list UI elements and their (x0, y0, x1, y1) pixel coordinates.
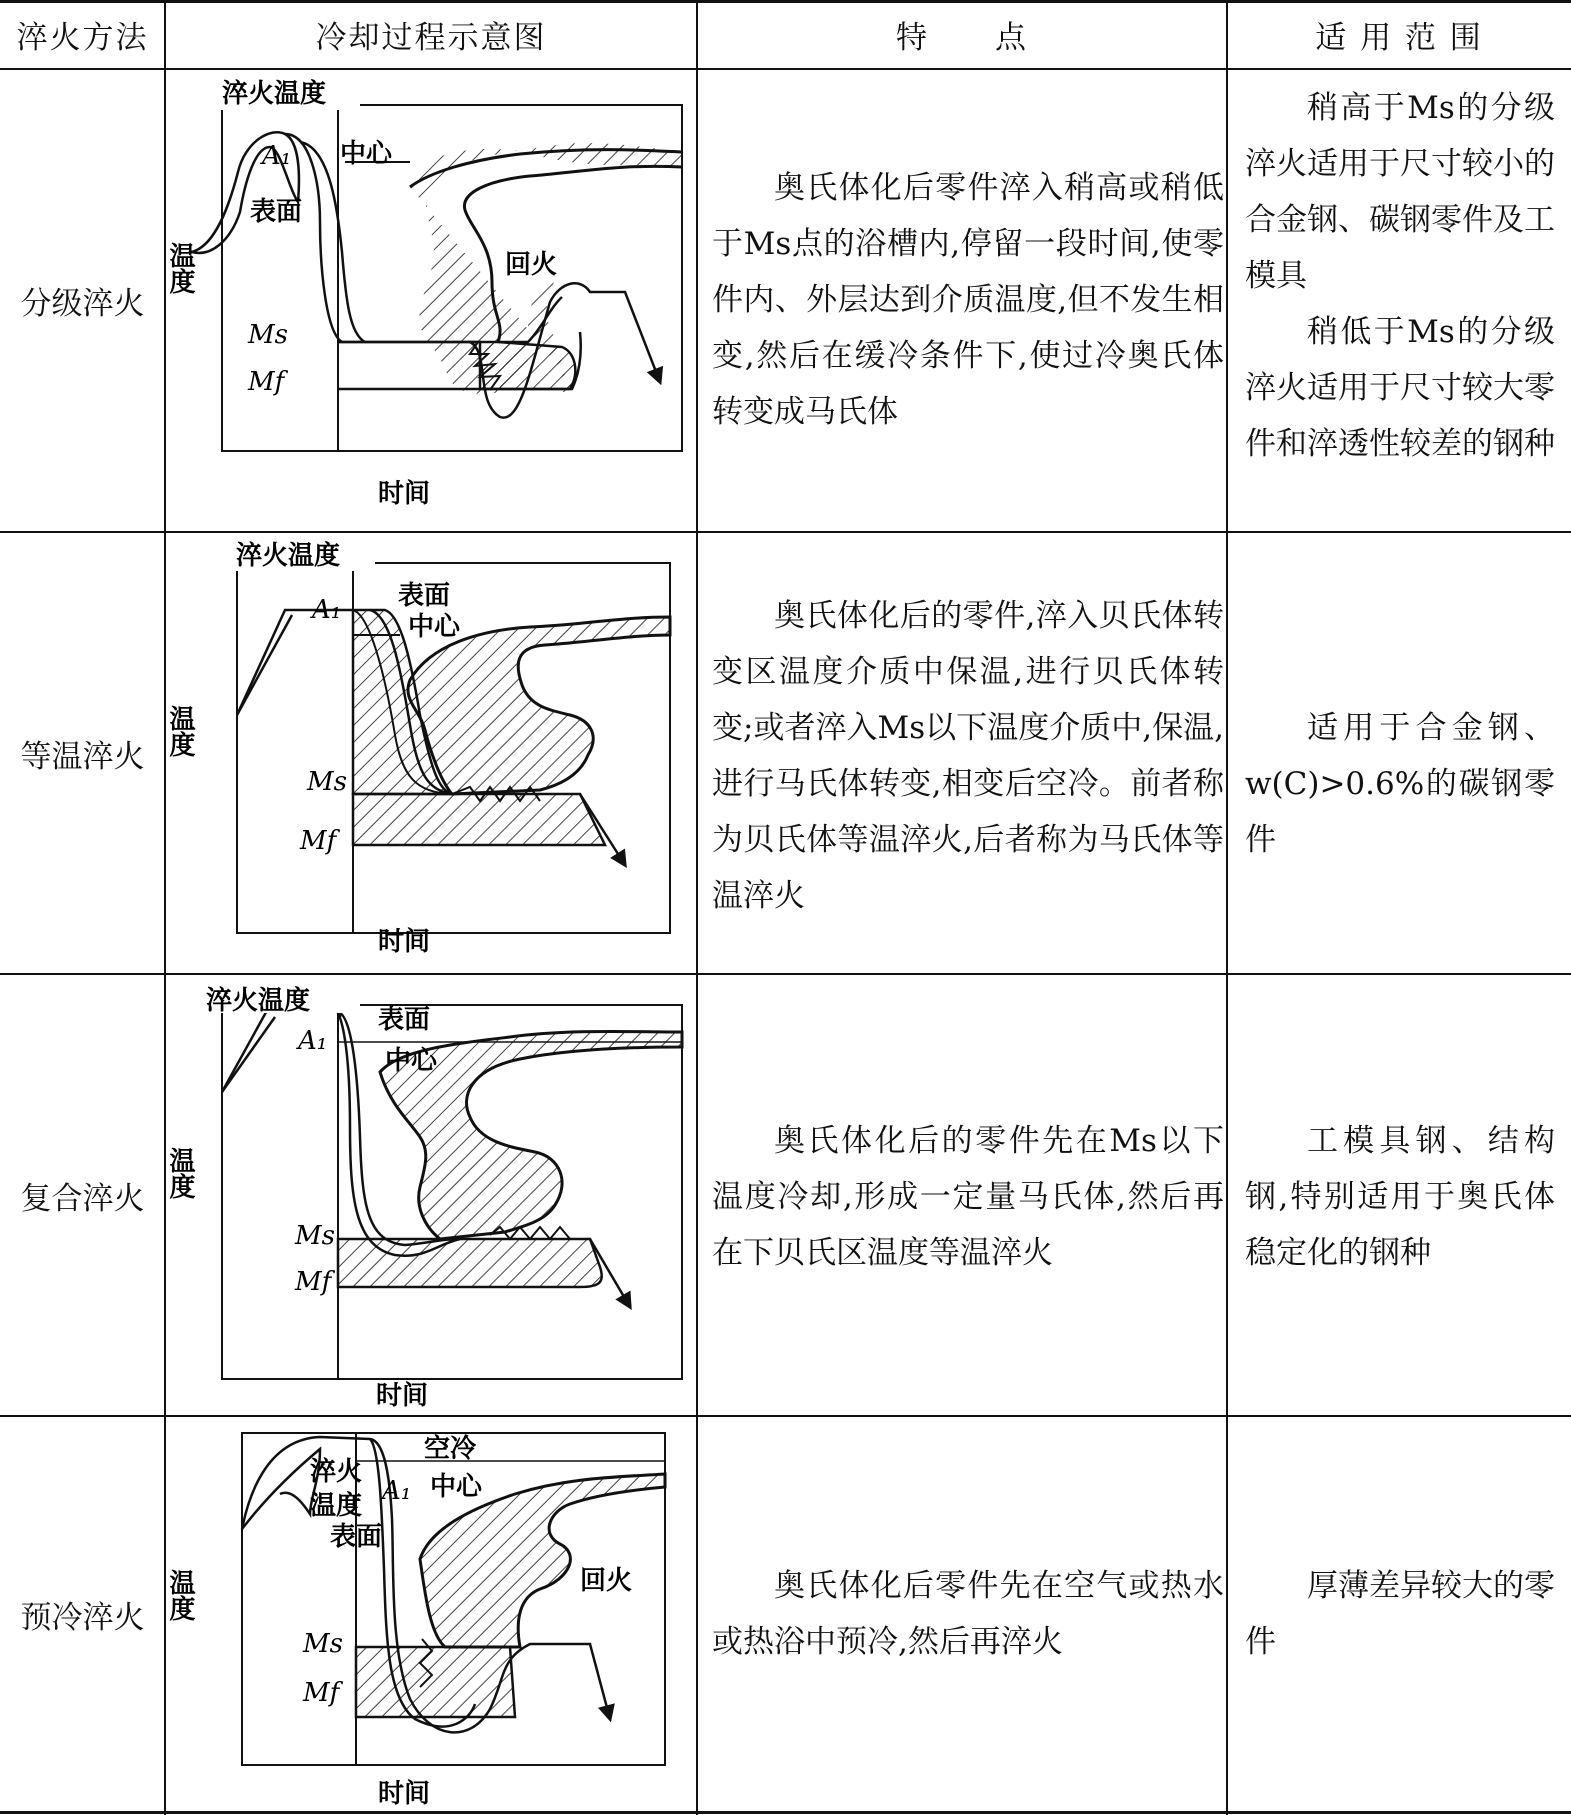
label-center: 中心 (385, 1046, 438, 1076)
header-method: 淬火方法 (16, 19, 149, 56)
label-temper: 回火 (580, 1566, 633, 1596)
label-ylabel: 温度 (165, 1147, 195, 1199)
label-xlabel: 时间 (378, 927, 431, 957)
label-mf: Mf (295, 1267, 332, 1297)
label-a1: A₁ (262, 141, 292, 171)
label-mf: Mf (248, 367, 285, 397)
label-center: 中心 (340, 139, 393, 169)
row-rule-3 (0, 1415, 1571, 1417)
label-mf: Mf (300, 826, 337, 856)
scope-text-2: 稍低于Ms的分级淬火适用于尺寸较大零件和淬透性较差的钢种 (1245, 314, 1555, 462)
label-a1: A₁ (312, 595, 342, 625)
label-xlabel: 时间 (378, 1779, 431, 1809)
label-center: 中心 (408, 612, 461, 642)
features-cell (712, 1113, 1224, 1281)
label-xlabel: 时间 (378, 479, 431, 509)
label-ms: Ms (295, 1221, 335, 1251)
header-scope: 适 用 范 围 (1315, 19, 1483, 56)
method-cell: 等温淬火 (20, 738, 145, 775)
scope-text-1: 工模具钢、结构钢,特别适用于奥氏体稳定化的钢种 (1245, 1123, 1555, 1271)
row-rule-2 (0, 973, 1571, 975)
scope-text-1: 厚薄差异较大的零件 (1245, 1568, 1555, 1660)
label-a1: A₁ (298, 1026, 328, 1056)
label-air-cool: 空冷 (424, 1434, 477, 1464)
cooling-diagram (165, 1419, 695, 1809)
features-text: 奥氏体化后零件先在空气或热水或热浴中预冷,然后再淬火 (712, 1568, 1224, 1660)
method-cell: 分级淬火 (20, 286, 145, 322)
label-xlabel: 时间 (376, 1381, 429, 1411)
label-ms: Ms (248, 320, 288, 350)
scope-text-1: 稍高于Ms的分级淬火适用于尺寸较小的合金钢、碳钢零件及工模具 (1245, 90, 1555, 294)
label-quench-temp-2: 温度 (310, 1491, 363, 1521)
col-rule-2 (696, 0, 698, 1815)
scope-cell (1245, 80, 1555, 472)
header-diagram: 冷却过程示意图 (315, 19, 547, 56)
header-features: 特 点 (896, 19, 1028, 56)
label-ylabel: 温度 (165, 1569, 195, 1621)
scope-cell (1245, 1558, 1555, 1670)
label-ms: Ms (303, 1629, 343, 1659)
header-rule (0, 68, 1571, 70)
label-center: 中心 (430, 1472, 483, 1502)
label-quench-temp: 淬火温度 (206, 986, 311, 1016)
cooling-diagram (165, 72, 695, 530)
features-text: 奥氏体化后零件淬入稍高或稍低于Ms点的浴槽内,停留一段时间,使零件内、外层达到介质温度,但不发生相变,然后在缓冷条件下,使过冷奥氏体转变成马氏体 (712, 170, 1224, 430)
label-surface: 表面 (378, 1005, 431, 1035)
label-ylabel: 温度 (165, 705, 195, 757)
label-quench-temp-1: 淬火 (310, 1457, 363, 1487)
features-text: 奥氏体化后的零件先在Ms以下温度冷却,形成一定量马氏体,然后再在下贝氏区温度等温淬火 (712, 1123, 1224, 1271)
cooling-diagram (165, 535, 695, 971)
scope-text-1: 适用于合金钢、w(C)>0.6%的碳钢零件 (1245, 710, 1555, 858)
label-quench-temp: 淬火温度 (236, 541, 341, 571)
scope-cell (1245, 1113, 1555, 1281)
features-cell (712, 588, 1224, 924)
label-surface: 表面 (398, 581, 451, 611)
cooling-diagram (165, 977, 695, 1413)
features-text: 奥氏体化后的零件,淬入贝氏体转变区温度介质中保温,进行贝氏体转变;或者淬入Ms以下温度介质中,保温,进行马氏体转变,相变后空冷。前者称为贝氏体等温淬火,后者称为马氏体等温淬火 (712, 598, 1224, 914)
features-cell (712, 160, 1224, 440)
label-a1: A₁ (382, 1476, 412, 1506)
row-rule-1 (0, 531, 1571, 533)
method-cell: 预冷淬火 (20, 1599, 145, 1636)
features-cell (712, 1558, 1224, 1670)
scope-cell (1245, 700, 1555, 868)
label-quench-temp: 淬火温度 (222, 79, 327, 109)
method-cell: 复合淬火 (20, 1180, 145, 1217)
table-bottom-rule (0, 1811, 1571, 1814)
label-mf: Mf (303, 1678, 340, 1708)
label-surface: 表面 (330, 1522, 383, 1552)
col-rule-3 (1226, 0, 1228, 1815)
label-ms: Ms (307, 767, 347, 797)
label-temper: 回火 (505, 250, 558, 280)
label-ylabel: 温度 (165, 242, 195, 294)
label-surface: 表面 (250, 197, 303, 227)
